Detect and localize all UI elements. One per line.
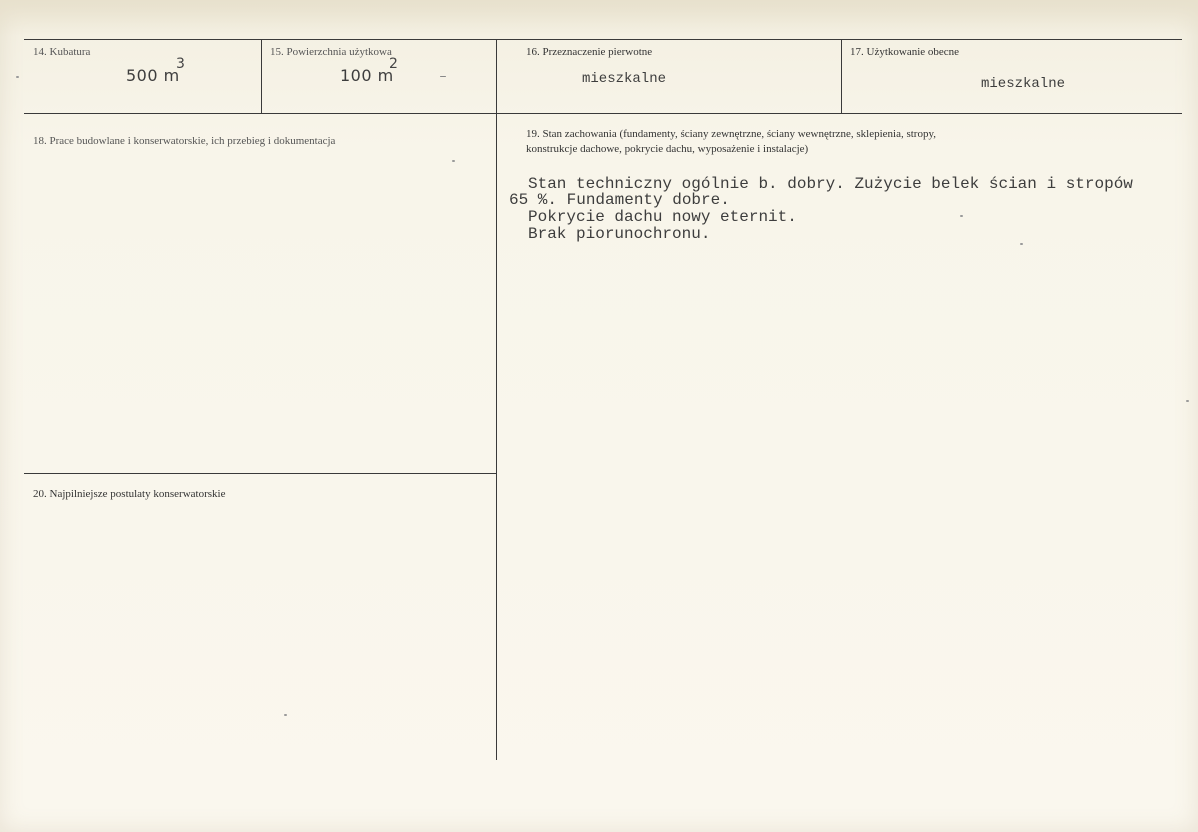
divider-15-16 <box>496 40 497 760</box>
powierzchnia-value: 100 m <box>340 66 394 85</box>
powierzchnia-label: 15. Powierzchnia użytkowa <box>270 46 392 58</box>
divider-14-15 <box>261 40 262 113</box>
stan-text-line1: Stan techniczny ogólnie b. dobry. Zużycie belek ścian i stropów <box>528 175 1133 193</box>
stan-text-line4: Brak piorunochronu. <box>528 225 711 243</box>
paper-speck <box>960 215 963 217</box>
przeznaczenie-label: 16. Przeznaczenie pierwotne <box>526 46 653 58</box>
paper-speck <box>1186 400 1189 402</box>
kubatura-value: 500 m <box>126 66 180 85</box>
mid-left-rule <box>24 473 496 474</box>
powierzchnia-exponent: 2 <box>389 56 398 72</box>
top-rule <box>24 39 1182 40</box>
paper-speck <box>452 160 455 162</box>
uzytkowanie-label: 17. Użytkowanie obecne <box>850 46 960 58</box>
paper-speck <box>284 714 287 716</box>
mark-dash <box>440 76 446 77</box>
postulaty-label: 20. Najpilniejsze postulaty konserwatorskie <box>33 488 226 500</box>
stan-text-line2: 65 %. Fundamenty dobre. <box>509 191 730 209</box>
kubatura-exponent: 3 <box>176 56 185 72</box>
przeznaczenie-value: mieszkalne <box>582 71 667 87</box>
stan-label-line1: 19. Stan zachowania (fundamenty, ściany zewnętrzne, ściany wewnętrzne, sklepienia, stropy, <box>526 128 937 140</box>
uzytkowanie-value: mieszkalne <box>981 76 1066 92</box>
header-row-bottom-rule <box>24 113 1182 114</box>
stan-label-line2: konstrukcje dachowe, pokrycie dachu, wyposażenie i instalacje) <box>526 143 809 155</box>
paper-speck <box>16 76 19 78</box>
divider-16-17 <box>841 40 842 113</box>
card-edge-shadow <box>0 0 1198 36</box>
stan-text-line3: Pokrycie dachu nowy eternit. <box>528 208 797 226</box>
paper-speck <box>1020 243 1023 245</box>
prace-label: 18. Prace budowlane i konserwatorskie, ich przebieg i dokumentacja <box>33 135 336 147</box>
kubatura-label: 14. Kubatura <box>33 46 91 58</box>
